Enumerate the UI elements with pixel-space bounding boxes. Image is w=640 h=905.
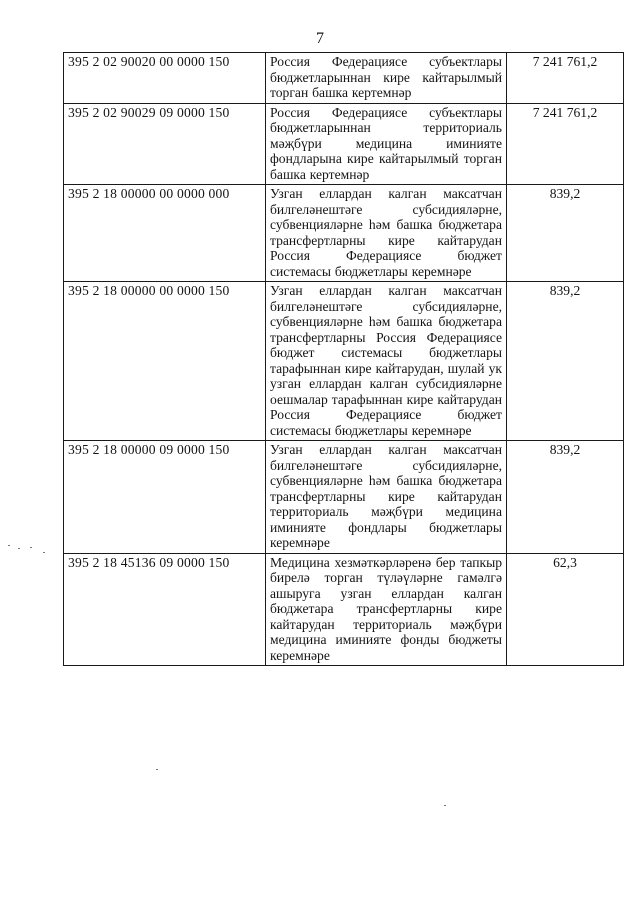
- scan-speck: [18, 548, 20, 549]
- scan-speck: [444, 805, 446, 806]
- budget-revenue-table: [63, 52, 624, 666]
- revenue-amount-cell: 839,2: [507, 282, 624, 441]
- revenue-description-cell: Россия Федерациясе субъектлары бюджетларыннан территориаль мәҗбүри медицина иминияте фондларына кире кайтарылмый торган башка кертемнәр: [266, 103, 507, 185]
- scan-speck: [8, 545, 10, 546]
- table-row: [64, 103, 624, 185]
- table-row: [64, 282, 624, 441]
- revenue-amount-cell: 839,2: [507, 185, 624, 282]
- revenue-code-cell: 395 2 18 00000 00 0000 000: [64, 185, 266, 282]
- table-row: [64, 553, 624, 666]
- scan-speck: [30, 547, 32, 548]
- revenue-amount-cell: 7 241 761,2: [507, 103, 624, 185]
- scan-speck: [43, 552, 45, 553]
- revenue-description-cell: Медицина хезмәткәрләренә бер тапкыр бирелә торган түләүләрне гамәлгә ашыруга узган еллардан калган бюджетара трансфертларны кире кайтарудан территориаль мәҗбүри медицина иминияте фонды бюджеты керемнәре: [266, 553, 507, 666]
- revenue-description-cell: Узган еллардан калган максатчан билгеләнештәге субсидияләрне, субвенцияләрне һәм башка бюджетара трансфертларны кире кайтарудан Россия Федерациясе бюджет системасы бюджетлары керемнәре: [266, 185, 507, 282]
- revenue-code-cell: 395 2 18 00000 09 0000 150: [64, 441, 266, 554]
- revenue-description-cell: Россия Федерациясе субъектлары бюджетларыннан кире кайтарылмый торган башка кертемнәр: [266, 53, 507, 104]
- revenue-amount-cell: 7 241 761,2: [507, 53, 624, 104]
- table-row: [64, 441, 624, 554]
- revenue-description-cell: Узган еллардан калган максатчан билгеләнештәге субсидияләрне, субвенцияләрне һәм башка бюджетара трансфертларны кире кайтарудан территориаль мәҗбүри медицина иминияте фондлары бюджетлары керемнәре: [266, 441, 507, 554]
- page-number: 7: [316, 30, 324, 47]
- revenue-amount-cell: 62,3: [507, 553, 624, 666]
- revenue-code-cell: 395 2 18 00000 00 0000 150: [64, 282, 266, 441]
- scan-speck: [156, 769, 158, 770]
- table-row: [64, 53, 624, 104]
- revenue-code-cell: 395 2 02 90020 00 0000 150: [64, 53, 266, 104]
- revenue-code-cell: 395 2 18 45136 09 0000 150: [64, 553, 266, 666]
- revenue-amount-cell: 839,2: [507, 441, 624, 554]
- table-row: [64, 185, 624, 282]
- revenue-code-cell: 395 2 02 90029 09 0000 150: [64, 103, 266, 185]
- revenue-description-cell: Узган еллардан калган максатчан билгеләнештәге субсидияләрне, субвенцияләрне һәм башка бюджетара трансфертларны Россия Федерациясе бюджет системасы бюджетлары тарафыннан кире кайтарудан, шулай ук узган еллардан калган субсидияләрне оешмалар тарафыннан кире кайтарудан Россия Федерациясе бюджет системасы бюджетлары керемнәре: [266, 282, 507, 441]
